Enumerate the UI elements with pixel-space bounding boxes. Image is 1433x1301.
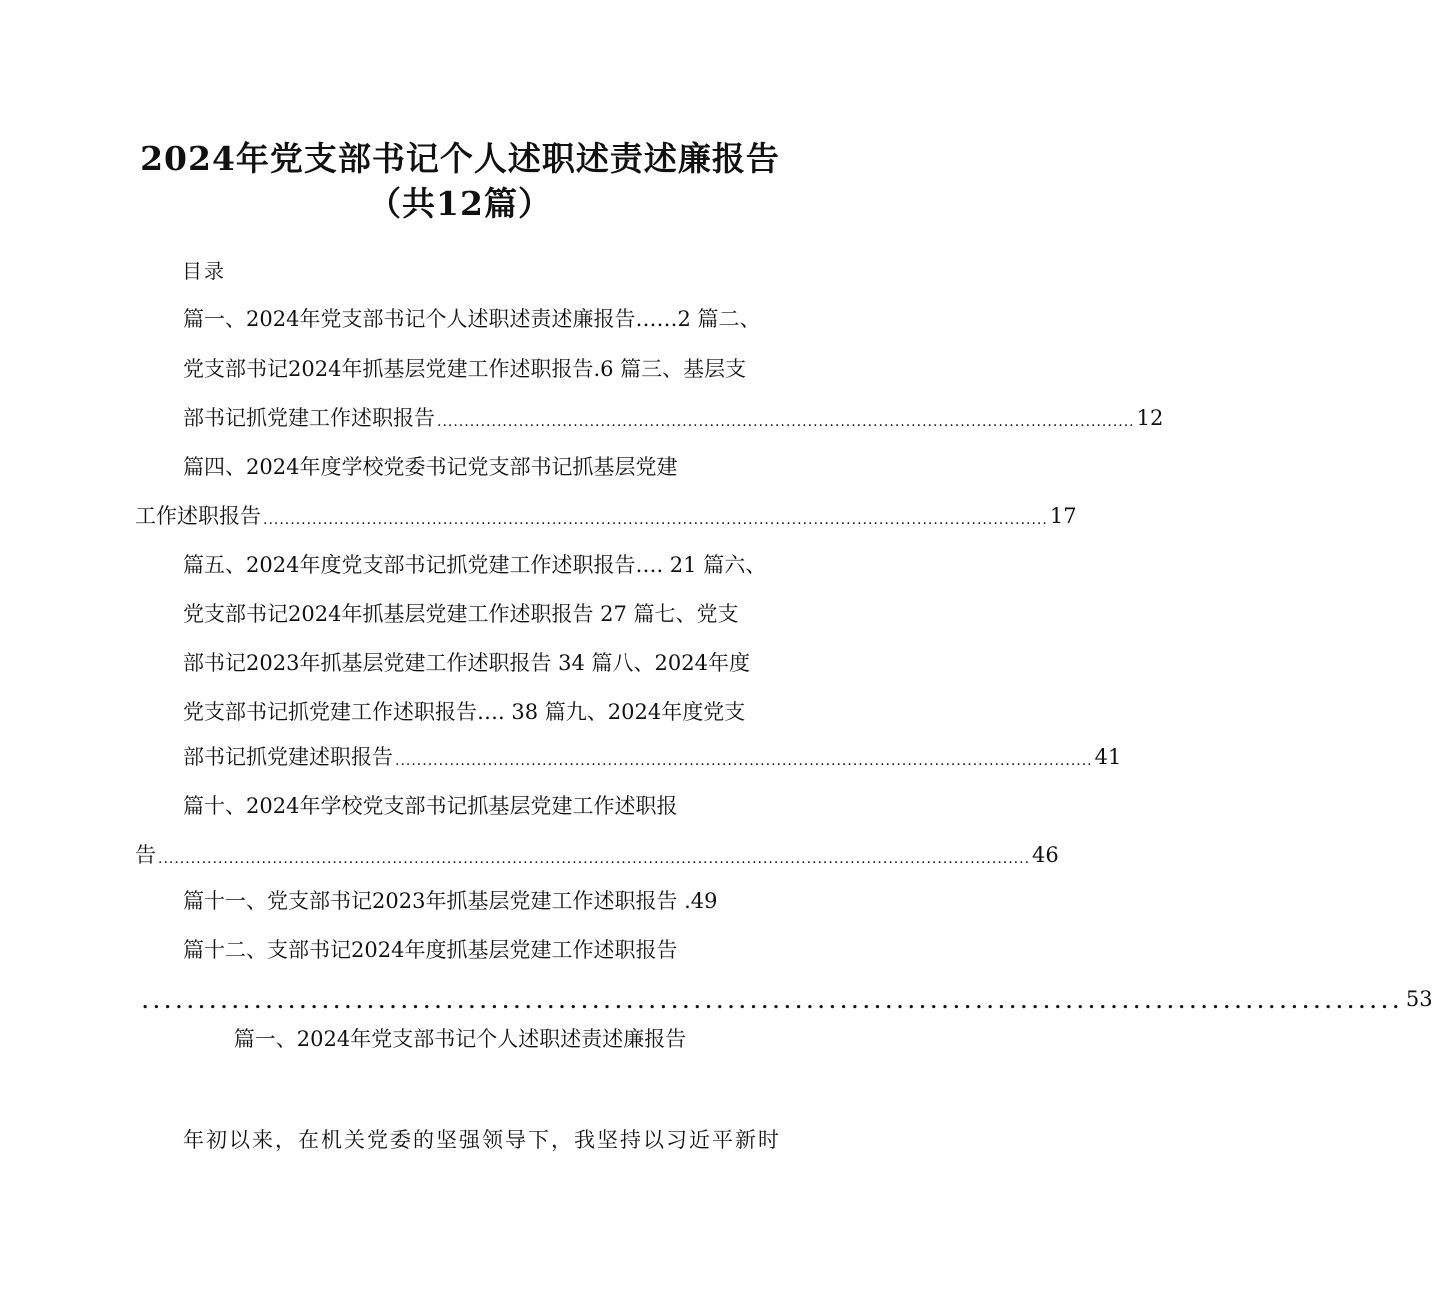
toc-line-15[interactable] bbox=[140, 984, 1433, 1014]
toc-line-12[interactable] bbox=[135, 840, 1059, 870]
toc-page-number: 41 bbox=[1094, 745, 1122, 769]
dot-leader: ................................................................................................................................................ bbox=[263, 512, 1048, 528]
document-title: 2024年党支部书记个人述职述责述廉报告 bbox=[140, 139, 780, 178]
toc-line-3[interactable] bbox=[183, 403, 1164, 433]
document-subtitle: （共12篇） bbox=[368, 184, 552, 223]
toc-line-2[interactable]: 党支部书记2024年抓基层党建工作述职报告.6 篇三、基层支 bbox=[183, 357, 747, 381]
dot-leader: ................................................................................................................................................................ bbox=[158, 851, 1031, 867]
dot-leader: ................................................................................................................ bbox=[142, 992, 1404, 1013]
toc-line-13[interactable]: 篇十一、党支部书记2023年抓基层党建工作述职报告 .49 bbox=[183, 889, 718, 913]
dot-leader: ................................................................................................................................ bbox=[395, 753, 1093, 769]
toc-line-1[interactable]: 篇一、2024年党支部书记个人述职述责述廉报告……2 篇二、 bbox=[183, 307, 761, 331]
toc-line-6[interactable]: 篇五、2024年度党支部书记抓党建工作述职报告…. 21 篇六、 bbox=[183, 553, 767, 577]
toc-line-5[interactable] bbox=[135, 501, 1077, 531]
toc-line-9[interactable]: 党支部书记抓党建工作述职报告…. 38 篇九、2024年度党支 bbox=[183, 700, 746, 724]
section-title: 篇一、2024年党支部书记个人述职述责述廉报告 bbox=[233, 1027, 687, 1051]
toc-line-4[interactable]: 篇四、2024年度学校党委书记党支部书记抓基层党建 bbox=[183, 455, 678, 479]
toc-entry-text: 告 bbox=[135, 843, 156, 867]
toc-page-number: 46 bbox=[1032, 843, 1059, 867]
toc-heading: 目录 bbox=[182, 259, 226, 283]
toc-line-8[interactable]: 部书记2023年抓基层党建工作述职报告 34 篇八、2024年度 bbox=[183, 651, 750, 675]
toc-page-number: 53 bbox=[1405, 987, 1433, 1011]
toc-entry-text: 工作述职报告 bbox=[135, 504, 261, 528]
toc-page-number: 12 bbox=[1136, 406, 1164, 430]
body-paragraph: 年初以来，在机关党委的坚强领导下，我坚持以习近平新时 bbox=[183, 1128, 781, 1152]
toc-line-7[interactable]: 党支部书记2024年抓基层党建工作述职报告 27 篇七、党支 bbox=[183, 602, 739, 626]
dot-leader: ................................................................................................................................ bbox=[437, 414, 1135, 430]
toc-line-10[interactable] bbox=[183, 742, 1122, 772]
toc-line-11[interactable]: 篇十、2024年学校党支部书记抓基层党建工作述职报 bbox=[183, 794, 678, 818]
toc-page-number: 17 bbox=[1049, 504, 1077, 528]
toc-entry-text: 部书记抓党建工作述职报告 bbox=[183, 406, 435, 430]
toc-line-14[interactable]: 篇十二、支部书记2024年度抓基层党建工作述职报告 bbox=[183, 938, 678, 962]
toc-entry-text: 部书记抓党建述职报告 bbox=[183, 745, 393, 769]
